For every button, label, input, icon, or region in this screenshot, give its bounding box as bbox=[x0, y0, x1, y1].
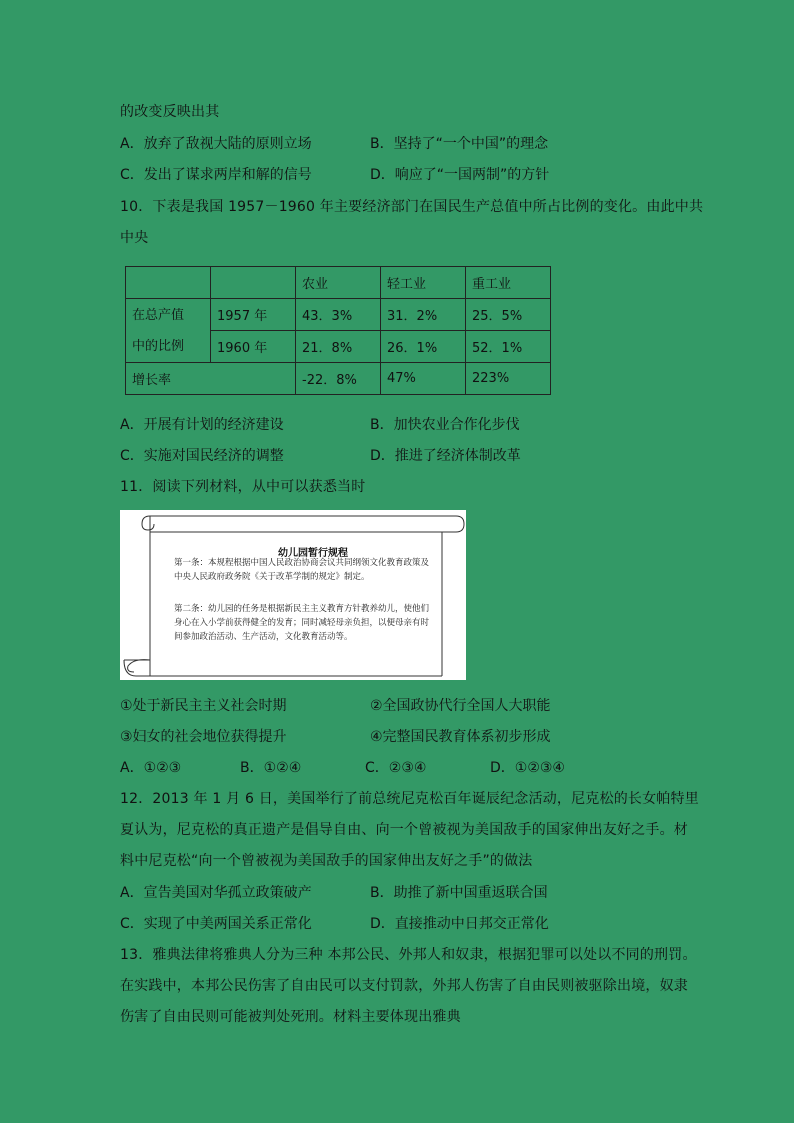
economy-table bbox=[125, 266, 551, 395]
document-para2: 第二条：幼儿园的任务是根据新民主主义教育方针教养幼儿，使他们身心在入小学前获得健全的发育；同时减轻母亲负担，以便母亲有时间参加政治活动、生产活动，文化教育活动等。 bbox=[174, 604, 430, 642]
table-header-agri: 农业 bbox=[296, 267, 381, 299]
light-cell: 31．2% bbox=[381, 299, 466, 331]
light-cell: 26．1% bbox=[381, 331, 466, 363]
q12-stem-line3: 料中尼克松“向一个曾被视为美国敌手的国家伸出友好之手”的做法 bbox=[120, 853, 533, 869]
q11-option-c: C．②③④ bbox=[365, 760, 427, 776]
row-group-label bbox=[126, 299, 211, 363]
q11-option-a: A．①②③ bbox=[120, 760, 182, 776]
q13-stem-line1: 13．雅典法律将雅典人分为三种 本邦公民、外邦人和奴隶，根据犯罪可以处以不同的刑罚。 bbox=[120, 947, 697, 963]
document-title: 幼儿园暂行规程 bbox=[278, 548, 348, 559]
q10-stem-line2: 中央 bbox=[120, 230, 149, 246]
table-header-heavy: 重工业 bbox=[466, 267, 551, 299]
q11-option-d: D．①②③④ bbox=[490, 760, 565, 776]
growth-light: 47% bbox=[381, 363, 466, 395]
q12-option-d: D．直接推动中日邦交正常化 bbox=[370, 916, 549, 932]
q11-statement-3: ③妇女的社会地位获得提升 bbox=[120, 729, 287, 745]
q13-stem-line3: 伤害了自由民则可能被判处死刑。材料主要体现出雅典 bbox=[120, 1009, 461, 1025]
table-row bbox=[126, 299, 551, 331]
q10-option-a: A．开展有计划的经济建设 bbox=[120, 417, 284, 433]
year-cell: 1957 年 bbox=[211, 299, 296, 331]
q9-option-a: A．放弃了敌视大陆的原则立场 bbox=[120, 136, 312, 152]
agri-cell: 43．3% bbox=[296, 299, 381, 331]
document-para1: 第一条：本规程根据中国人民政治协商会议共同纲领文化教育政策及中央人民政府政务院《关于改革学制的规定》制定。 bbox=[174, 558, 430, 582]
q12-option-b: B．助推了新中国重返联合国 bbox=[370, 885, 548, 901]
agri-cell: 21．8% bbox=[296, 331, 381, 363]
scroll-frame-icon bbox=[120, 510, 466, 680]
q9-stem-tail: 的改变反映出其 bbox=[120, 104, 220, 120]
q11-option-b: B．①②④ bbox=[240, 760, 302, 776]
q10-option-b: B．加快农业合作化步伐 bbox=[370, 417, 520, 433]
table-row-growth bbox=[126, 363, 551, 395]
q12-stem-line2: 夏认为，尼克松的真正遗产是倡导自由、向一个曾被视为美国敌手的国家伸出友好之手。材 bbox=[120, 822, 688, 838]
row-group-label-2: 中的比例 bbox=[132, 338, 185, 354]
row-group-label-1: 在总产值 bbox=[132, 307, 185, 323]
q12-option-c: C．实现了中美两国关系正常化 bbox=[120, 916, 312, 932]
table-header-cell bbox=[126, 267, 211, 299]
q9-option-c: C．发出了谋求两岸和解的信号 bbox=[120, 167, 312, 183]
growth-heavy: 223% bbox=[466, 363, 551, 395]
scroll-document-image bbox=[120, 510, 466, 680]
heavy-cell: 52．1% bbox=[466, 331, 551, 363]
q12-stem-line1: 12．2013 年 1 月 6 日，美国举行了前总统尼克松百年诞辰纪念活动，尼克松的长女帕特里 bbox=[120, 791, 699, 807]
q10-option-c: C．实施对国民经济的调整 bbox=[120, 448, 284, 464]
q11-stem: 11．阅读下列材料，从中可以获悉当时 bbox=[120, 479, 366, 495]
q9-option-d: D．响应了“一国两制”的方针 bbox=[370, 167, 550, 183]
q11-statement-1: ①处于新民主主义社会时期 bbox=[120, 698, 287, 714]
heavy-cell: 25．5% bbox=[466, 299, 551, 331]
table-header-row bbox=[126, 267, 551, 299]
table-header-light: 轻工业 bbox=[381, 267, 466, 299]
q11-statement-4: ④完整国民教育体系初步形成 bbox=[370, 729, 551, 745]
q12-option-a: A．宣告美国对华孤立政策破产 bbox=[120, 885, 312, 901]
q9-option-b: B．坚持了“一个中国”的理念 bbox=[370, 136, 549, 152]
q10-stem-line1: 10．下表是我国 1957－1960 年主要经济部门在国民生产总值中所占比例的变化。由此中共 bbox=[120, 199, 704, 215]
growth-agri: -22．8% bbox=[296, 363, 381, 395]
q10-option-d: D．推进了经济体制改革 bbox=[370, 448, 521, 464]
growth-label: 增长率 bbox=[126, 363, 296, 395]
q11-statement-2: ②全国政协代行全国人大职能 bbox=[370, 698, 551, 714]
table-header-cell bbox=[211, 267, 296, 299]
year-cell: 1960 年 bbox=[211, 331, 296, 363]
q13-stem-line2: 在实践中，本邦公民伤害了自由民可以支付罚款，外邦人伤害了自由民则被驱除出境，奴隶 bbox=[120, 978, 688, 994]
